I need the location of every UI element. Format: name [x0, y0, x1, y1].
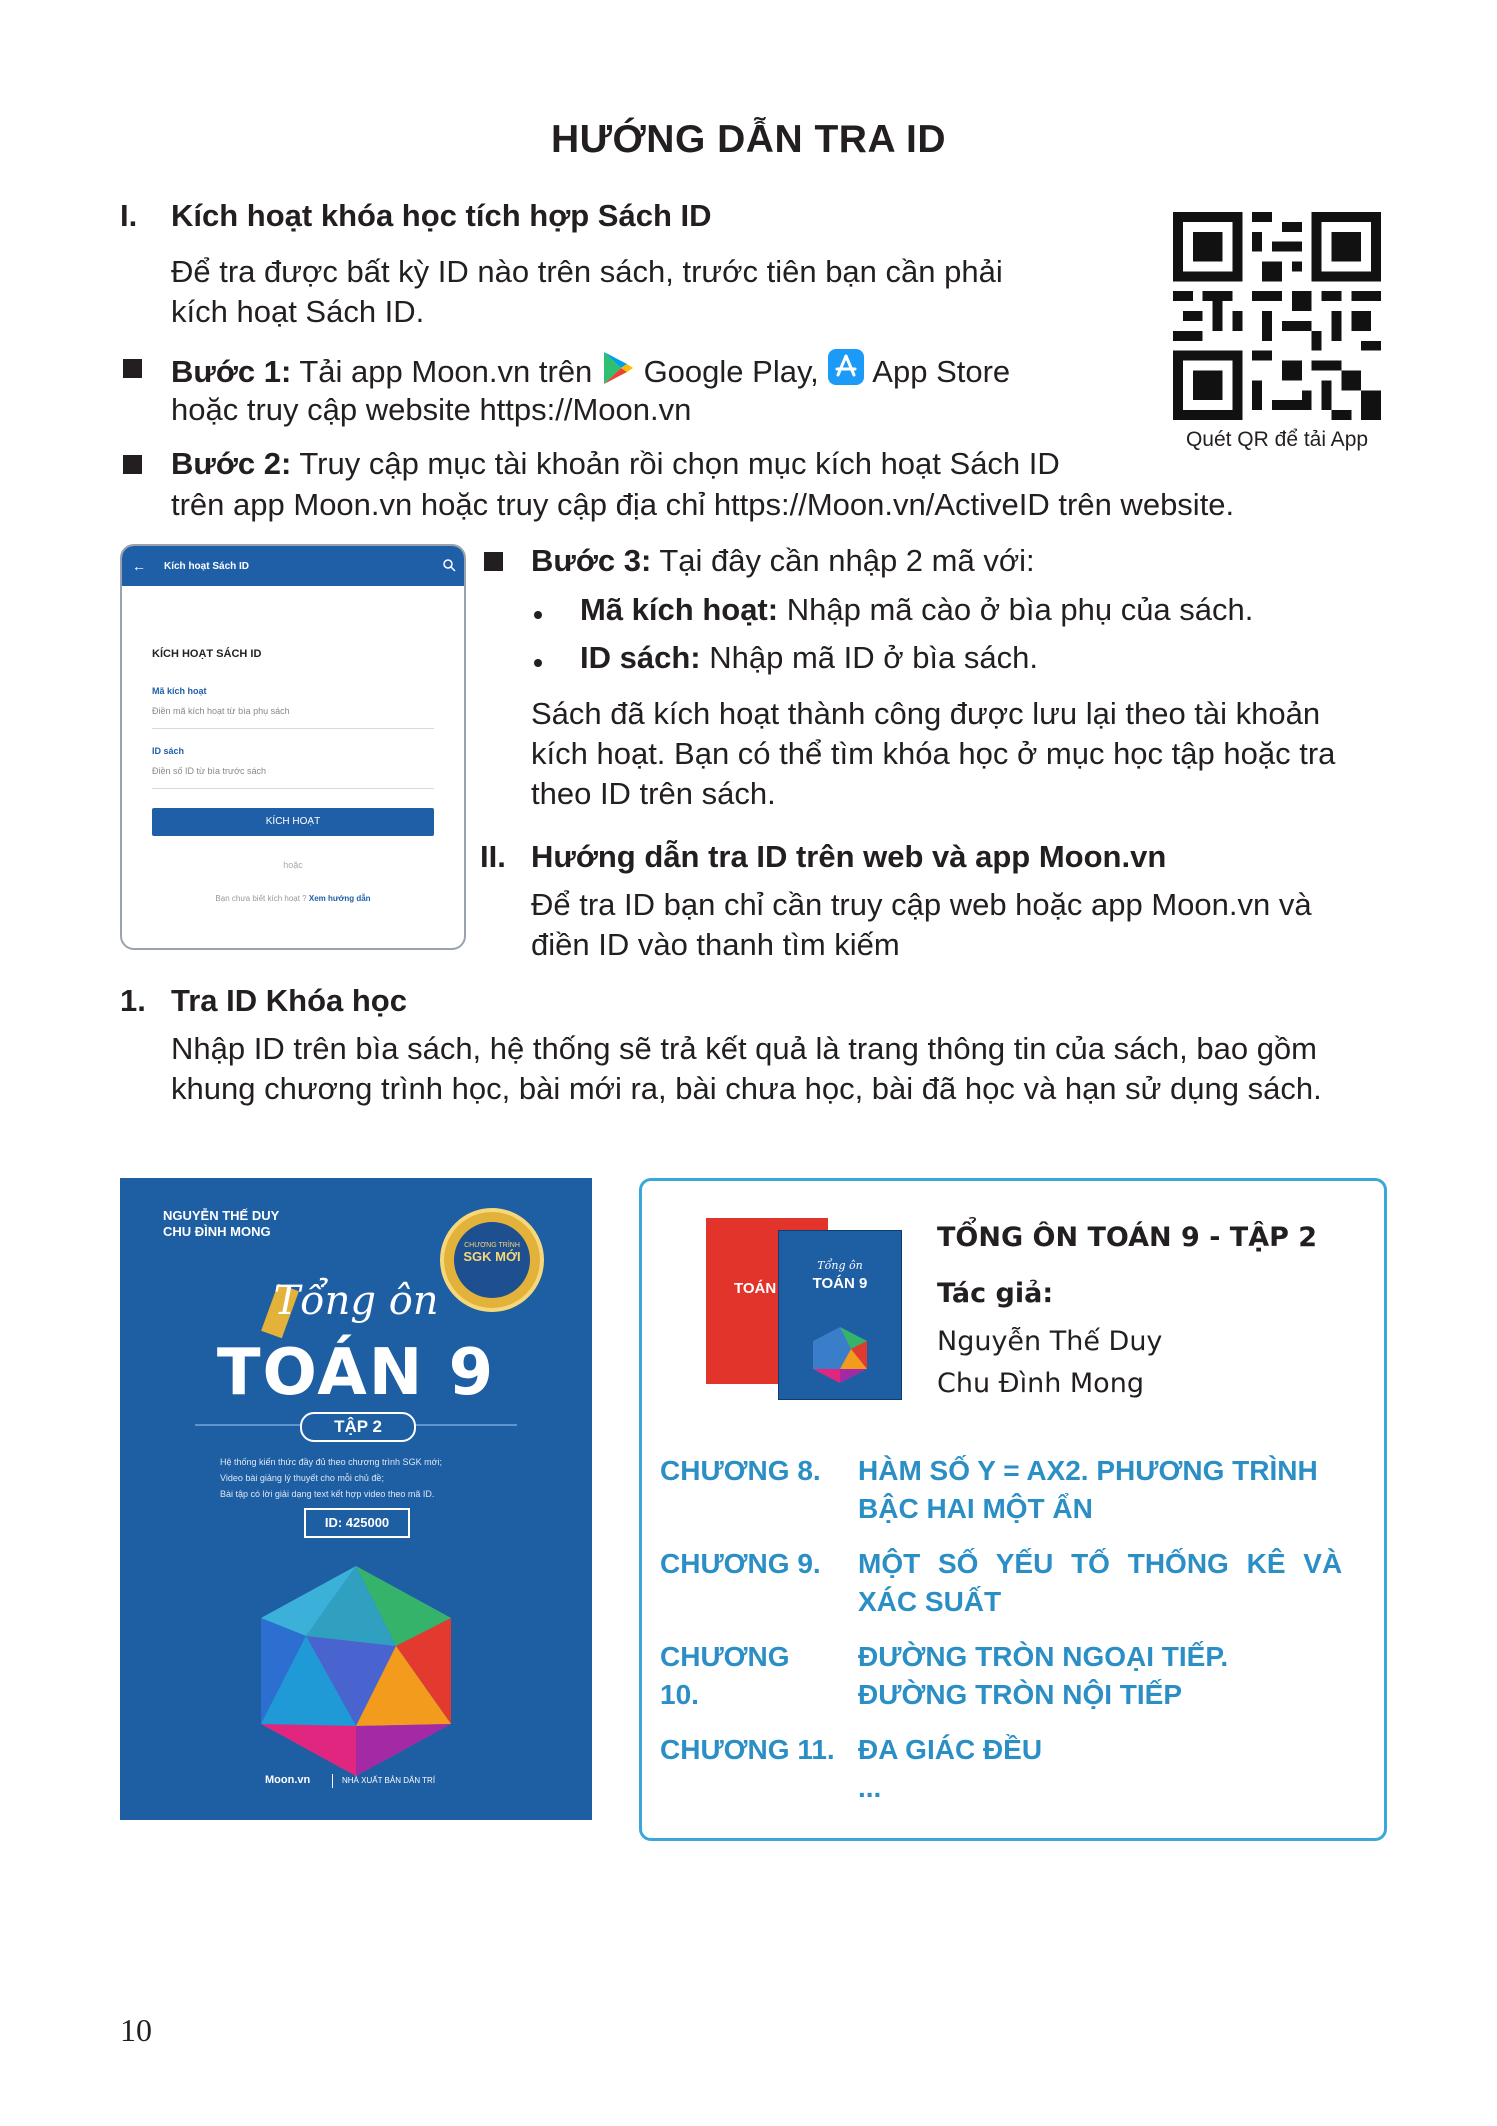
divider [152, 728, 434, 729]
page-number: 10 [120, 2012, 152, 2048]
book-id-input[interactable]: Điền số ID từ bìa trước sách [152, 766, 266, 776]
activate-button[interactable]: KÍCH HOẠT [152, 808, 434, 836]
chapter-title[interactable] [858, 1731, 1358, 1807]
section3-text-2: khung chương trình học, bài mới ra, bài chưa học, bài đã học và hạn sử dụng sách. [171, 1071, 1322, 1106]
seal-main-text: SGK MỚI [463, 1249, 521, 1264]
square-bullet-icon [123, 455, 142, 474]
bullet2-line [580, 638, 1038, 678]
field1-label: Mã kích hoạt [152, 686, 207, 696]
chapter-label: CHƯƠNG 10. [660, 1641, 790, 1710]
section2-text-2: điền ID vào thanh tìm kiếm [531, 927, 900, 962]
section1-intro-1: Để tra được bất kỳ ID nào trên sách, trước tiên bạn cần phải [171, 254, 1003, 289]
cover-authors [163, 1208, 279, 1240]
chapter-title[interactable] [858, 1638, 1358, 1714]
cover-main-title: TOÁN 9 [216, 1336, 496, 1410]
field2-label: ID sách [152, 746, 185, 756]
google-play-label[interactable]: Google Play, [643, 354, 819, 389]
step3-label: Bước 3: [531, 543, 652, 578]
step2-text: Truy cập mục tài khoản rồi chọn mục kích hoạt Sách ID [299, 446, 1060, 481]
note-line-3: theo ID trên sách. [531, 776, 776, 811]
google-play-icon[interactable] [601, 350, 635, 386]
note-line-1: Sách đã kích hoạt thành công được lưu lại theo tài khoản [531, 696, 1321, 731]
page-title: HƯỚNG DẪN TRA ID [551, 118, 946, 161]
chapter-label: CHƯƠNG 11. [660, 1734, 835, 1765]
polyhedron-illustration [246, 1566, 466, 1776]
bullet1-line [580, 590, 1253, 630]
app-header-title: Kích hoạt Sách ID [164, 560, 250, 572]
app-header [122, 546, 464, 586]
app-store-label[interactable]: App Store [872, 354, 1011, 389]
square-bullet-icon [484, 552, 503, 571]
step3-line [531, 541, 1035, 581]
info-author-2: Chu Đình Mong [937, 1368, 1144, 1399]
back-arrow-icon[interactable]: ← [132, 558, 146, 574]
step2-label: Bước 2: [171, 446, 292, 481]
bullet2-text: Nhập mã ID ở bìa sách. [709, 640, 1038, 675]
cover-brand: Moon.vn [265, 1774, 311, 1786]
chapter-title-line: ĐA GIÁC ĐỀU [858, 1734, 1043, 1765]
step1-text-2: hoặc truy cập website https://Moon.vn [171, 392, 692, 427]
chapter-label: CHƯƠNG 8. [660, 1455, 821, 1486]
qr-code [1173, 212, 1381, 420]
seal-top-text: CHƯƠNG TRÌNH [464, 1242, 520, 1249]
info-book-title: TỔNG ÔN TOÁN 9 - TẬP 2 [937, 1222, 1318, 1253]
step1-text: Tải app Moon.vn trên [299, 354, 593, 389]
chapter-title[interactable] [858, 1545, 1358, 1621]
chapter-title-line: MỘT SỐ YẾU TỐ THỐNG KÊ VÀ [858, 1548, 1343, 1579]
section3-text-1: Nhập ID trên bìa sách, hệ thống sẽ trả kết quả là trang thông tin của sách, bao gồm [171, 1031, 1318, 1066]
cover-features [220, 1454, 442, 1502]
or-text: hoặc [283, 860, 303, 870]
bullet-dot-icon [534, 659, 542, 667]
step1-label: Bước 1: [171, 354, 292, 389]
section2-number: II. [480, 839, 506, 874]
divider [152, 788, 434, 789]
cover-script-title: Tổng ôn [273, 1278, 439, 1324]
bullet1-text: Nhập mã cào ở bìa phụ của sách. [786, 592, 1254, 627]
help-line [122, 894, 464, 903]
section2-text-1: Để tra ID bạn chỉ cần truy cập web hoặc app Moon.vn và [531, 887, 1312, 922]
mini-polyhedron [811, 1327, 869, 1383]
section3-heading: Tra ID Khóa học [171, 983, 407, 1018]
bullet2-label: ID sách: [580, 640, 701, 675]
bullet-dot-icon [534, 611, 542, 619]
chapter-title-line: XÁC SUẤT [858, 1586, 1002, 1617]
form-title: KÍCH HOẠT SÁCH ID [152, 648, 262, 660]
step2-text-2: trên app Moon.vn hoặc truy cập địa chỉ https://Moon.vn/ActiveID trên website. [171, 487, 1235, 522]
chapter-title-line: HÀM SỐ Y = AX2. PHƯƠNG TRÌNH [858, 1455, 1318, 1486]
activation-screen-mockup [120, 544, 466, 950]
section1-heading: Kích hoạt khóa học tích hợp Sách ID [171, 198, 712, 233]
cover-volume-badge: TẬP 2 [300, 1412, 416, 1442]
cover-feature-3: Bài tập có lời giải dạng text kết hợp video theo mã ID. [220, 1489, 435, 1499]
help-link[interactable]: Xem hướng dẫn [308, 894, 371, 903]
help-text: Bạn chưa biết kích hoạt ? [215, 894, 307, 903]
cover-feature-1: Hệ thống kiến thức đầy đủ theo chương trình SGK mới; [220, 1457, 442, 1467]
step1-line [171, 348, 1010, 392]
cover-brand-divider [332, 1774, 333, 1788]
cover-author-1: NGUYỄN THẾ DUY [163, 1208, 280, 1223]
search-icon[interactable] [442, 558, 456, 575]
mini-book-script: Tổng ôn [817, 1259, 863, 1272]
cover-publisher: NHÀ XUẤT BẢN DÂN TRÍ [342, 1776, 436, 1785]
note-line-2: kích hoạt. Bạn có thể tìm khóa học ở mục học tập hoặc tra [531, 736, 1336, 771]
section2-heading: Hướng dẫn tra ID trên web và app Moon.vn [531, 839, 1167, 874]
mini-book-title: TOÁN 9 [812, 1275, 868, 1292]
section1-intro-2: kích hoạt Sách ID. [171, 294, 425, 329]
section3-number: 1. [120, 983, 146, 1018]
activation-code-input[interactable]: Điền mã kích hoạt từ bìa phụ sách [152, 706, 290, 716]
qr-caption: Quét QR để tải App [1185, 428, 1369, 451]
mini-book-front [778, 1230, 902, 1400]
mini-book-back-title: TOÁN [734, 1280, 777, 1297]
section1-number: I. [120, 198, 138, 233]
square-bullet-icon [123, 359, 142, 378]
chapter-title-line: BẬC HAI MỘT ẨN [858, 1493, 1093, 1524]
cover-author-2: CHU ĐÌNH MONG [163, 1224, 271, 1239]
step3-text: Tại đây cần nhập 2 mã với: [659, 543, 1035, 578]
chapter-title-line: ... [858, 1772, 882, 1803]
step2-line [171, 444, 1060, 484]
bullet1-label: Mã kích hoạt: [580, 592, 779, 627]
chapter-title[interactable] [858, 1452, 1358, 1528]
book-cover [120, 1178, 592, 1820]
app-store-icon[interactable] [827, 348, 865, 386]
chapter-label: CHƯƠNG 9. [660, 1548, 821, 1579]
info-author-1: Nguyễn Thế Duy [937, 1326, 1163, 1357]
cover-id-box: ID: 425000 [304, 1508, 410, 1538]
chapter-title-line: ĐƯỜNG TRÒN NGOẠI TIẾP. [858, 1641, 1229, 1672]
chapter-title-line: ĐƯỜNG TRÒN NỘI TIẾP [858, 1679, 1183, 1710]
cover-feature-2: Video bài giảng lý thuyết cho mỗi chủ đề; [220, 1473, 384, 1483]
info-author-label: Tác giả: [937, 1278, 1054, 1309]
